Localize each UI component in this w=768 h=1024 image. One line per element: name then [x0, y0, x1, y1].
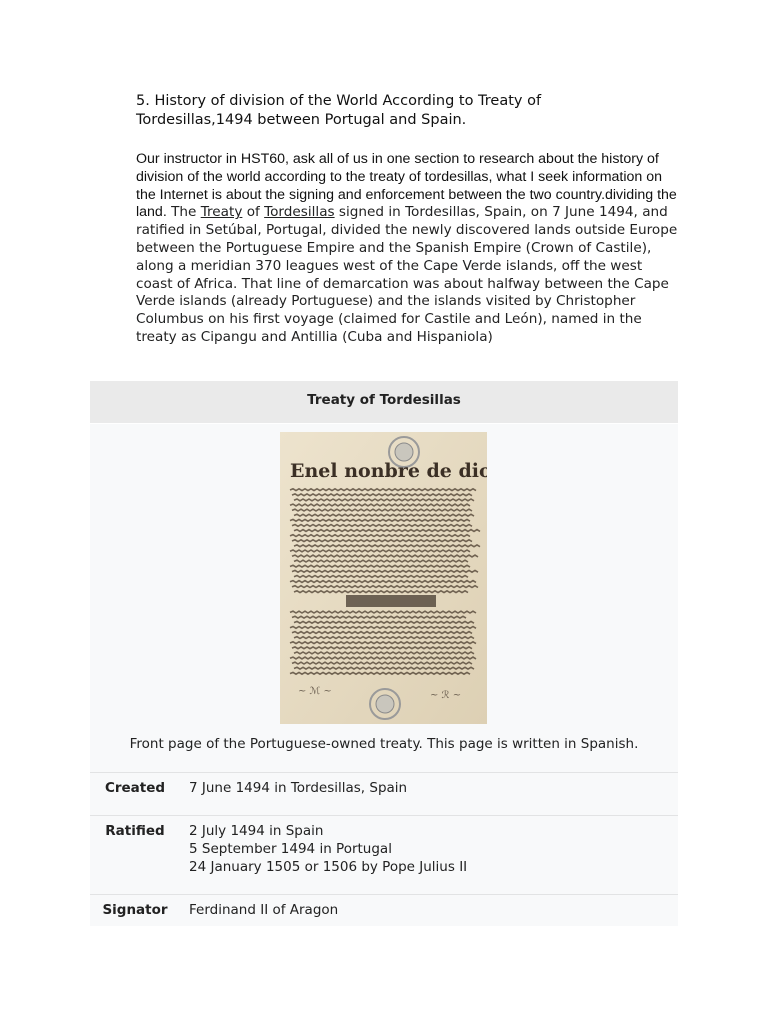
row-value: Ferdinand II of Aragon: [189, 902, 339, 918]
row-value-line: 5 September 1494 in Portugal: [189, 841, 392, 857]
columbus-link[interactable]: Christopher Columbus: [136, 293, 636, 328]
text-run: ), along a: [136, 239, 652, 274]
antillia-link[interactable]: Antillia: [291, 328, 338, 345]
cuba-link[interactable]: Cuba: [347, 328, 383, 345]
image-caption: Front page of the Portuguese-owned treaty. This page is written in Spanish.: [129, 736, 639, 752]
infobox-title: [90, 381, 678, 423]
intro-text: Our instructor in HST60, ask all of us in one section to research about the history of division of the world according to the treaty of tordesillas, what I seek information on the Internet is about the signing and enforcement between the two country.dividing the land.: [136, 151, 677, 221]
parchment-illustration: [280, 432, 487, 724]
hispaniola-link[interactable]: Hispaniola: [416, 328, 488, 345]
row-value-line: 24 January 1505 or 1506 by Pope Julius II: [189, 859, 468, 875]
text-run: signed in: [334, 204, 406, 221]
treaty-document-image[interactable]: [280, 432, 487, 724]
text-run: (: [337, 328, 348, 345]
body-paragraph: [136, 151, 681, 347]
infobox-title-text: Treaty of Tordesillas: [307, 392, 461, 408]
tordesillas-link[interactable]: Tordesillas: [264, 204, 335, 221]
spanish-empire-link[interactable]: Spanish Empire: [415, 239, 522, 256]
text-run: The: [166, 204, 201, 221]
setubal-link[interactable]: Setúbal: [205, 222, 258, 239]
text-run: of: [242, 204, 265, 221]
infobox: [90, 381, 678, 926]
heading-line-1: 5. History of division of the World According to Treaty of: [136, 93, 542, 109]
text-run: , Spain, on 7 June 1494, and ratified in: [136, 204, 668, 239]
infobox-row-created: [90, 772, 678, 815]
text-run: ): [487, 328, 493, 345]
svg-text:~ ℛ ~: ~ ℛ ~: [430, 690, 462, 701]
heading-line-2: Tordesillas,1494 between Portugal and Spain.: [136, 112, 467, 128]
text-run: , Portugal, divided the newly discovered lands outside Europe between the: [136, 222, 678, 256]
crown-castile-link[interactable]: Crown of Castile: [530, 239, 642, 256]
infobox-image-section: [90, 423, 678, 772]
text-run: on his first voyage (claimed for Castile and León), named in the treaty as: [136, 311, 642, 345]
text-run: 370: [250, 257, 286, 274]
row-label: Ratified: [105, 823, 165, 839]
leagues-link[interactable]: leagues: [285, 257, 339, 274]
row-label: Signator: [102, 902, 168, 918]
tordesillas-town-link[interactable]: Tordesillas: [405, 204, 476, 221]
row-label: Created: [104, 780, 166, 796]
cape-verde-link[interactable]: Cape Verde: [423, 257, 502, 274]
svg-text:~ ℳ ~: ~ ℳ ~: [298, 686, 332, 697]
text-run: islands, off the west coast of Africa. That line of demarcation was about halfway between the Cape Verde islands (already Portuguese) and the islands visited by: [136, 257, 669, 310]
cipangu-link[interactable]: Cipangu: [200, 328, 257, 345]
text-run: and: [256, 328, 292, 345]
meridian-link[interactable]: meridian: [190, 257, 251, 274]
treaty-link[interactable]: Treaty: [200, 204, 243, 221]
svg-text:Enel nonbre de dios: Enel nonbre de dios: [290, 460, 487, 482]
text-run: and the: [354, 239, 416, 256]
infobox-row-ratified: [90, 815, 678, 894]
text-run: and: [382, 328, 417, 345]
portuguese-empire-link[interactable]: Portuguese Empire: [225, 239, 355, 256]
text-run: (: [521, 239, 531, 256]
text-run: west of the: [338, 257, 424, 274]
row-value: 7 June 1494 in Tordesillas, Spain: [189, 780, 408, 796]
document-heading: [136, 92, 656, 130]
row-value: [189, 822, 467, 876]
row-value-line: 2 July 1494 in Spain: [189, 823, 324, 839]
infobox-row-signator: [90, 894, 678, 926]
